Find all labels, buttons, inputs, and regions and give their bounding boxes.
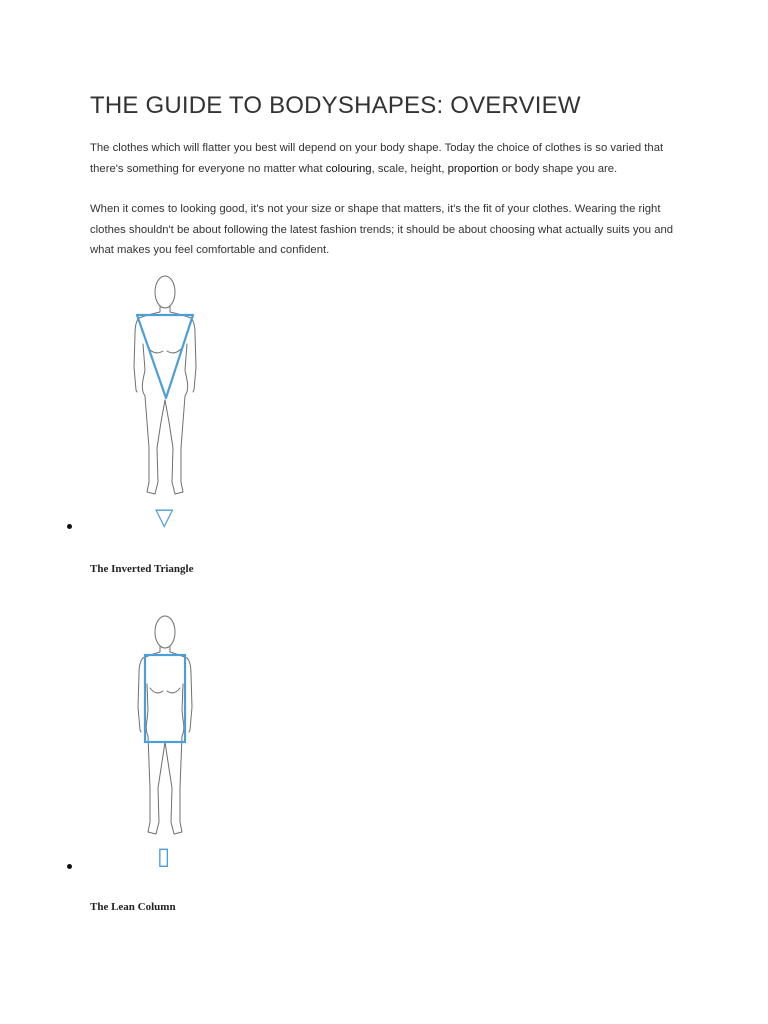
body-outline xyxy=(138,616,192,834)
list-bullet xyxy=(67,524,72,529)
inverted-triangle-outline xyxy=(137,315,193,398)
intro-text-part3: or body shape you are. xyxy=(498,162,618,175)
fit-paragraph: When it comes to looking good, it's not your size or shape that matters, it's the fit of your clothes. Wearing the right clothes shouldn't be about following the latest fashion trends; it should be about choosing what actually suits you and what makes you feel comfortable and confident. xyxy=(90,203,674,256)
intro-paragraph xyxy=(90,138,690,179)
caption-lean-column: The Lean Column xyxy=(90,901,176,913)
intro-text-part2: , scale, height, xyxy=(371,162,448,175)
lean-column-outline xyxy=(145,655,185,742)
page-title: THE GUIDE TO BODYSHAPES: OVERVIEW xyxy=(90,92,581,119)
inverted-triangle-icon: ▽ xyxy=(155,503,174,531)
body-outline xyxy=(134,276,196,494)
colouring-link[interactable]: colouring xyxy=(325,162,372,175)
intro-text-part1: The clothes which will flatter you best will depend on your body shape. Today the choice of clothes is so varied that there's something for everyone no matter what xyxy=(90,142,664,175)
inverted-triangle-body-figure xyxy=(125,272,205,500)
proportion-link[interactable]: proportion xyxy=(447,162,499,175)
caption-inverted-triangle: The Inverted Triangle xyxy=(90,563,194,575)
lean-column-icon: ▯ xyxy=(157,842,171,870)
list-bullet xyxy=(67,864,72,869)
lean-column-body-figure xyxy=(125,612,205,840)
